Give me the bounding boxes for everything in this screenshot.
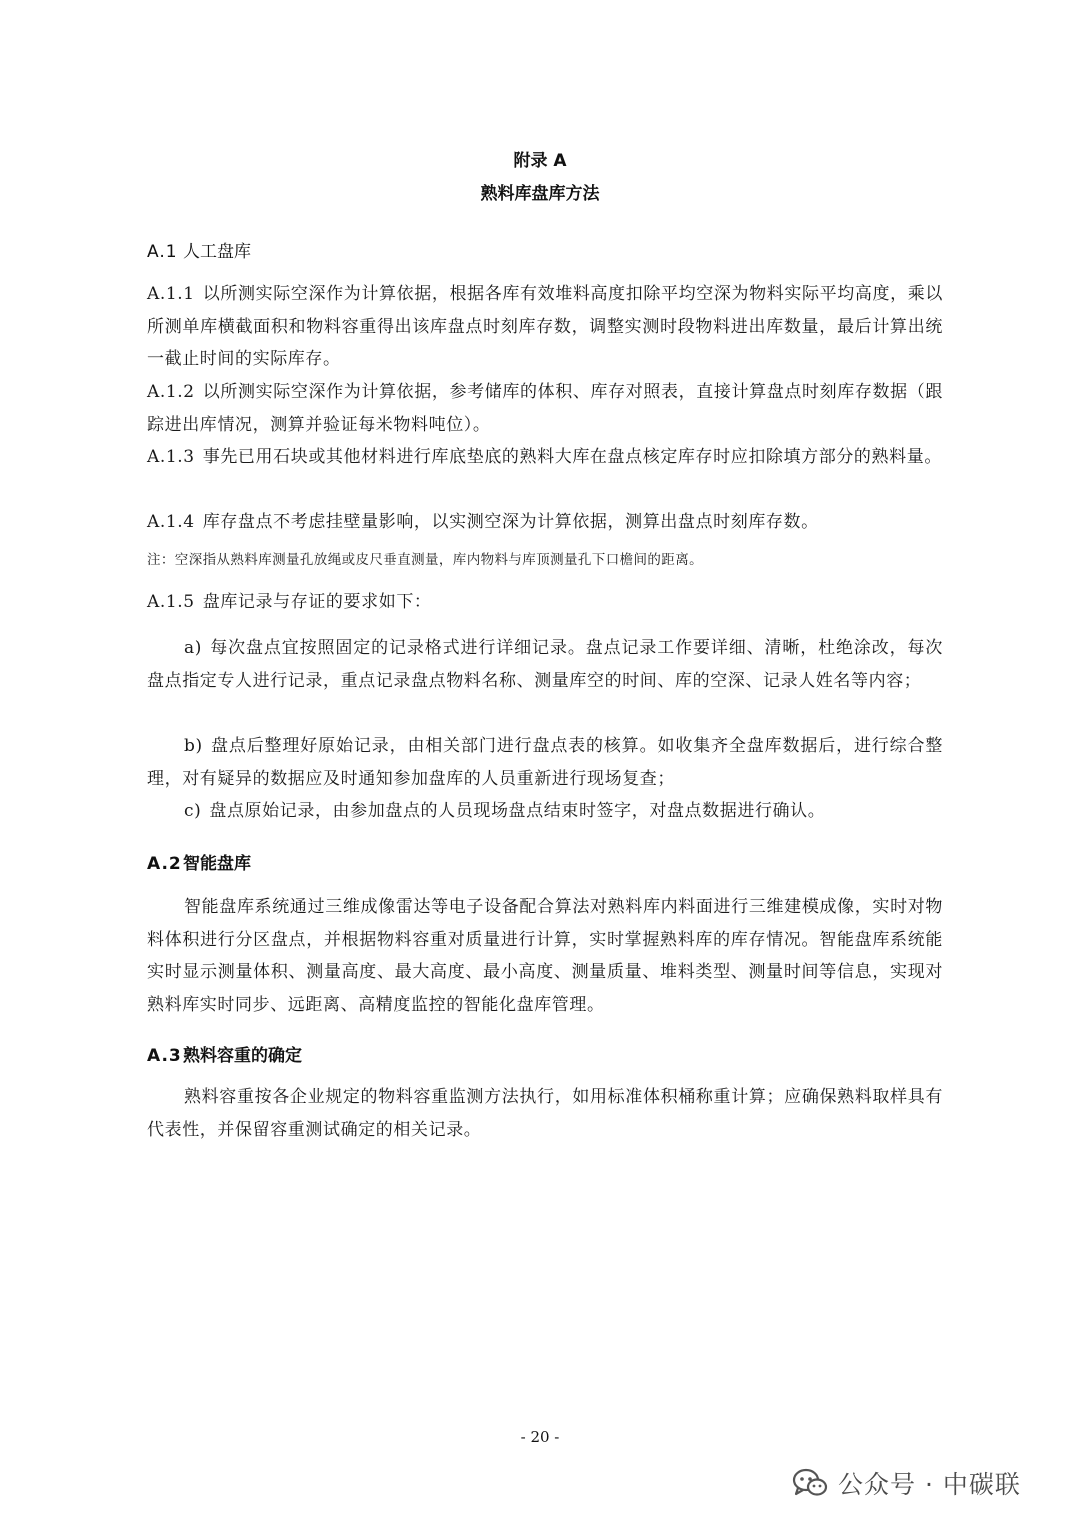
clause-number: A.1.4: [147, 512, 195, 532]
section-title: 熟料容重的确定: [183, 1046, 302, 1066]
clause-text: 盘库记录与存证的要求如下：: [202, 592, 432, 612]
paragraph-a1-2: [147, 376, 943, 441]
paragraph-a1-4: [147, 506, 943, 539]
section-title: 智能盘库: [183, 854, 251, 874]
list-label: b): [184, 736, 203, 756]
clause-number: A.1.5: [147, 592, 195, 612]
section-number: A.1: [147, 242, 178, 262]
page-number: - 20 -: [520, 1428, 560, 1446]
clause-number: A.1.3: [147, 447, 195, 467]
clause-text: 库存盘点不考虑挂壁量影响，以实测空深为计算依据，测算出盘点时刻库存数。: [202, 512, 819, 532]
section-title: 人工盘库: [183, 242, 251, 262]
clause-text: 以所测实际空深作为计算依据，参考储库的体积、库存对照表，直接计算盘点时刻库存数据（跟踪进出库情况，测算并验证每米物料吨位）。: [147, 382, 943, 435]
section-a2-heading: [147, 849, 251, 874]
clause-number: A.1.2: [147, 382, 195, 402]
watermark: [792, 1460, 1021, 1506]
list-item-b: [147, 730, 943, 795]
list-text: 盘点后整理好原始记录，由相关部门进行盘点表的核算。如收集齐全盘库数据后，进行综合整理，对有疑异的数据应及时通知参加盘库的人员重新进行现场复查；: [147, 736, 943, 789]
appendix-label: 附录 A: [513, 151, 567, 171]
list-text: 盘点原始记录，由参加盘点的人员现场盘点结束时签字，对盘点数据进行确认。: [209, 801, 826, 821]
section-number: A.2: [147, 854, 182, 874]
list-label: c): [184, 801, 202, 821]
appendix-title: 熟料库盘库方法: [480, 184, 600, 204]
list-label: a): [184, 638, 202, 658]
list-item-a: [147, 632, 943, 697]
list-text: 每次盘点宜按照固定的记录格式进行详细记录。盘点记录工作要详细、清晰，杜绝涂改，每次盘点指定专人进行记录，重点记录盘点物料名称、测量库空的时间、库的空深、记录人姓名等内容；: [147, 638, 943, 691]
paragraph-a2: 智能盘库系统通过三维成像雷达等电子设备配合算法对熟料库内料面进行三维建模成像，实时对物料体积进行分区盘点，并根据物料容重对质量进行计算，实时掌握熟料库的库存情况。智能盘库系统能实时显示测量体积、测量高度、最大高度、最小高度、测量质量、堆料类型、测量时间等信息，实现对熟料库实时同步、远距离、高精度监控的智能化盘库管理。: [147, 897, 943, 1015]
paragraph-a3: 熟料容重按各企业规定的物料容重监测方法执行，如用标准体积桶称重计算；应确保熟料取样具有代表性，并保留容重测试确定的相关记录。: [147, 1087, 943, 1140]
paragraph-a1-3: [147, 441, 943, 474]
watermark-text: 公众号 · 中碳联: [838, 1470, 1021, 1499]
list-item-c: [147, 795, 943, 828]
clause-number: A.1.1: [147, 284, 195, 304]
paragraph-a1-5: [147, 586, 943, 619]
section-a3-heading: [147, 1041, 302, 1066]
clause-text: 事先已用石块或其他材料进行库底垫底的熟料大库在盘点核定库存时应扣除填方部分的熟料量。: [202, 447, 942, 467]
clause-text: 以所测实际空深作为计算依据，根据各库有效堆料高度扣除平均空深为物料实际平均高度，乘以所测单库横截面积和物料容重得出该库盘点时刻库存数，调整实测时段物料进出库数量，最后计算出统一截止时间的实际库存。: [147, 284, 943, 369]
section-a1-heading: [147, 237, 251, 262]
section-number: A.3: [147, 1046, 182, 1066]
wechat-icon: [792, 1468, 828, 1498]
paragraph-a1-1: [147, 278, 943, 376]
note: 注：空深指从熟料库测量孔放绳或皮尺垂直测量，库内物料与库顶测量孔下口檐间的距离。: [147, 552, 703, 568]
